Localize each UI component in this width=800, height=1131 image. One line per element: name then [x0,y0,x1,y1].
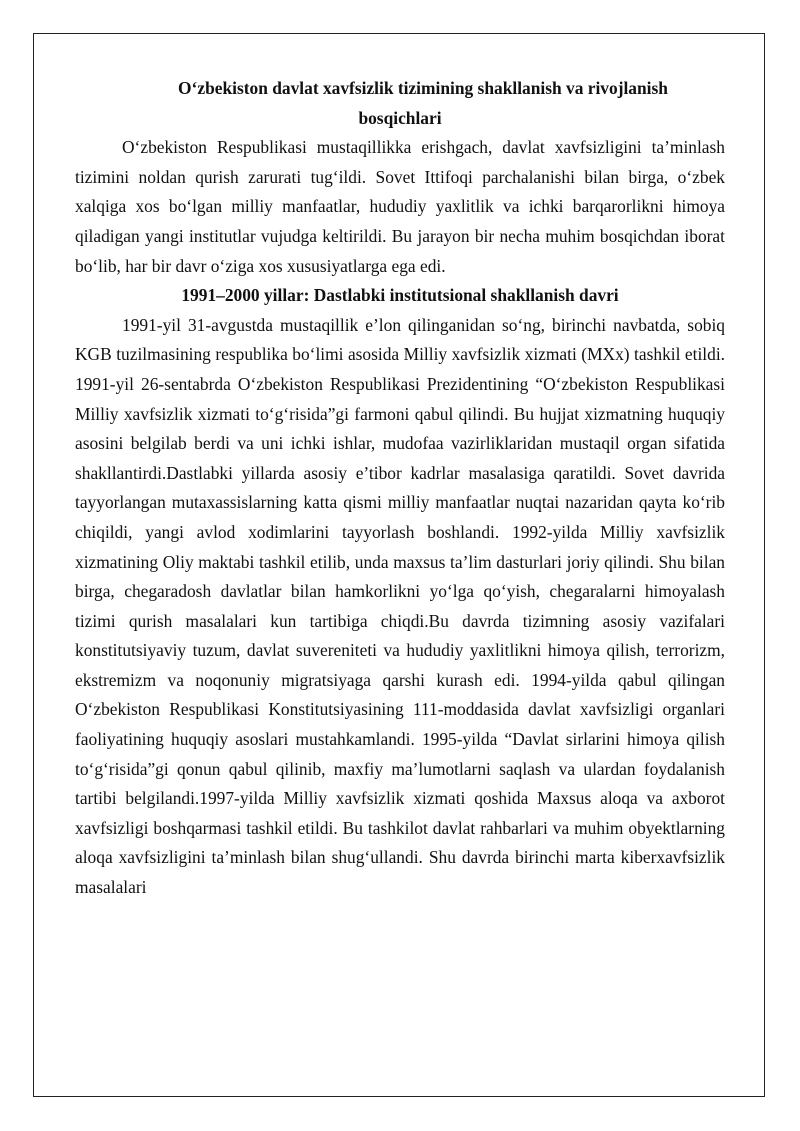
section-paragraph: 1991-yil 31-avgustda mustaqillik e’lon qilinganidan so‘ng, birinchi navbatda, sobiq KGB tuzilmasining respublika bo‘limi asosida Milliy xavfsizlik xizmati (MXx) tashkil etildi. 1991-yil 26-sentabrda O‘zbekiston Respublikasi Prezidentining “O‘zbekiston Respublikasi Milliy xavfsizlik xizmati to‘g‘risida”gi farmoni qabul qilindi. Bu hujjat xizmatning huquqiy asosini belgilab berdi va uni ichki ishlar, mudofaa vazirliklaridan mustaqil organ sifatida shakllantirdi.Dastlabki yillarda asosiy e’tibor kadrlar masalasiga qaratildi. Sovet davrida tayyorlangan mutaxassislarning katta qismi milliy manfaatlar nuqtai nazaridan qayta ko‘rib chiqildi, yangi avlod xodimlarini tayyorlash boshlandi. 1992-yilda Milliy xavfsizlik xizmatining Oliy maktabi tashkil etilib, unda maxsus ta’lim dasturlari joriy qilindi. Shu bilan birga, chegaradosh davlatlar bilan hamkorlikni yo‘lga qo‘yish, chegaralarni himoyalash tizimi qurish masalalari kun tartibiga chiqdi.Bu davrda tizimning asosiy vazifalari konstitutsiyaviy tuzum, davlat suvereniteti va hududiy yaxlitlikni himoya qilish, terrorizm, ekstremizm va noqonuniy migratsiyaga qarshi kurash edi. 1994-yilda qabul qilingan O‘zbekiston Respublikasi Konstitutsiyasining 111-moddasida davlat xavfsizligi organlari faoliyatining huquqiy asoslari mustahkamlandi. 1995-yilda “Davlat sirlarini himoya qilish to‘g‘risida”gi qonun qabul qilinib, maxfiy ma’lumotlarni saqlash va ulardan foydalanish tartibi belgilandi.1997-yilda Milliy xavfsizlik xizmati qoshida Maxsus aloqa va axborot xavfsizligi boshqarmasi tashkil etildi. Bu tashkilot davlat rahbarlari va muhim obyektlarning aloqa xavfsizligini ta’minlash bilan shug‘ullandi. Shu davrda birinchi marta kiberxavfsizlik masalalari [75,314,725,898]
document-title-continued: bosqichlari [358,107,442,128]
document-title: O‘zbekiston davlat xavfsizlik tizimining shakllanish va rivojlanish [178,78,668,98]
intro-paragraph: O‘zbekiston Respublikasi mustaqillikka erishgach, davlat xavfsizligini ta’minlash tizimini noldan qurish zarurati tug‘ildi. Sovet Ittifoqi parchalanishi bilan birga, o‘zbek xalqiga xos bo‘lgan milliy manfaatlar, hududiy yaxlitlik va ichki barqarorlikni himoya qiladigan yangi institutlar vujudga keltirildi. Bu jarayon bir necha muhim bosqichdan iborat bo‘lib, har bir davr o‘ziga xos xususiyatlarga ega edi. [75,137,725,276]
section-heading: 1991–2000 yillar: Dastlabki institutsional shakllanish davri [181,285,619,306]
document-body [75,74,725,903]
